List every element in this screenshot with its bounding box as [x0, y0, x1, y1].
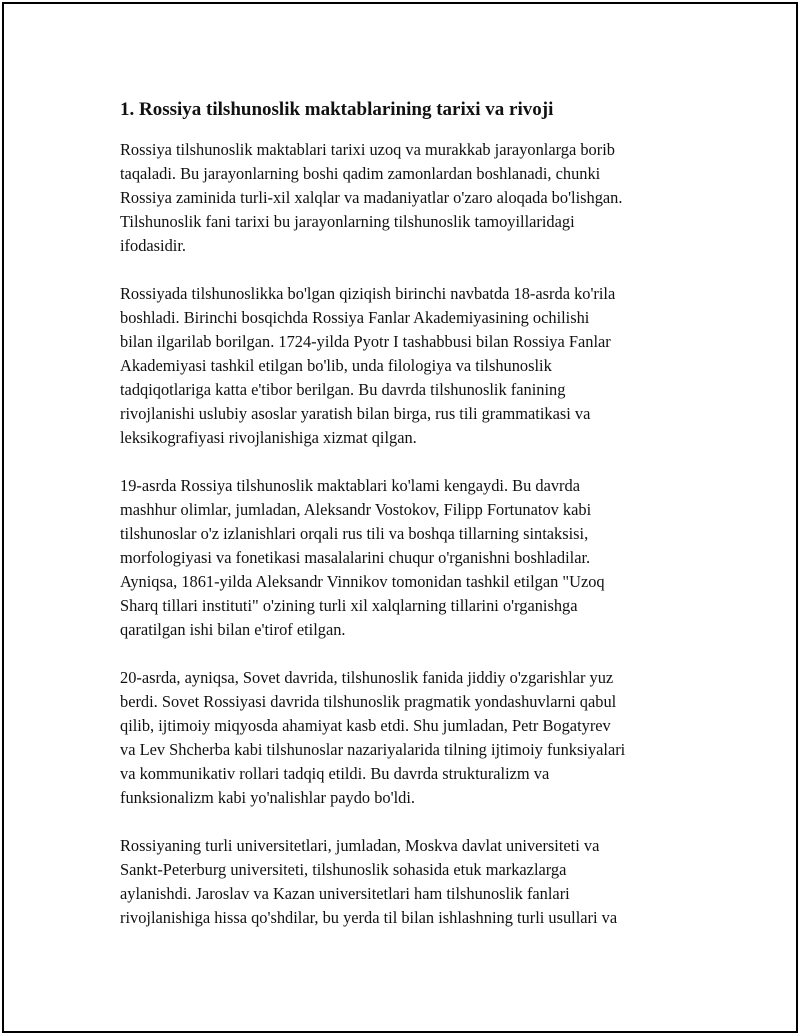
text-line: Rossiya tilshunoslik maktablari tarixi uzoq va murakkab jarayonlarga borib	[120, 140, 615, 159]
text-line: rivojlanishi uslubiy asoslar yaratish bilan birga, rus tili grammatikasi va	[120, 404, 591, 423]
text-line: va Lev Shcherba kabi tilshunoslar nazariyalarida tilning ijtimoiy funksiyalari	[120, 740, 626, 759]
text-line: funksionalizm kabi yo'nalishlar paydo bo'ldi.	[120, 788, 415, 807]
document-content	[120, 96, 700, 954]
text-line: berdi. Sovet Rossiyasi davrida tilshunoslik pragmatik yondashuvlarni qabul	[120, 692, 617, 711]
text-line: Akademiyasi tashkil etilgan bo'lib, unda filologiya va tilshunoslik	[120, 356, 552, 375]
text-line: Sharq tillari instituti" o'zining turli xil xalqlarning tillarini o'rganishga	[120, 596, 578, 615]
text-line: Sankt-Peterburg universiteti, tilshunoslik sohasida etuk markazlarga	[120, 860, 567, 879]
paragraph-3	[120, 474, 700, 642]
document-page	[2, 2, 798, 1033]
text-line: bilan ilgarilab borilgan. 1724-yilda Pyotr I tashabbusi bilan Rossiya Fanlar	[120, 332, 611, 351]
paragraph-1	[120, 138, 700, 258]
text-line: va kommunikativ rollari tadqiq etildi. Bu davrda strukturalizm va	[120, 764, 550, 783]
text-line: qilib, ijtimoiy miqyosda ahamiyat kasb etdi. Shu jumladan, Petr Bogatyrev	[120, 716, 611, 735]
text-line: Rossiya zaminida turli-xil xalqlar va madaniyatlar o'zaro aloqada bo'lishgan.	[120, 188, 623, 207]
text-line: Tilshunoslik fani tarixi bu jarayonlarning tilshunoslik tamoyillaridagi	[120, 212, 575, 231]
paragraph-4	[120, 666, 700, 810]
section-heading: 1. Rossiya tilshunoslik maktablarining tarixi va rivoji	[120, 99, 554, 120]
text-line: Rossiyaning turli universitetlari, jumladan, Moskva davlat universiteti va	[120, 836, 600, 855]
text-line: boshladi. Birinchi bosqichda Rossiya Fanlar Akademiyasining ochilishi	[120, 308, 590, 327]
text-line: qaratilgan ishi bilan e'tirof etilgan.	[120, 620, 346, 639]
paragraph-5	[120, 834, 700, 930]
text-line: taqaladi. Bu jarayonlarning boshi qadim zamonlardan boshlanadi, chunki	[120, 164, 601, 183]
text-line: aylanishdi. Jaroslav va Kazan universitetlari ham tilshunoslik fanlari	[120, 884, 570, 903]
text-line: morfologiyasi va fonetikasi masalalarini chuqur o'rganishni boshladilar.	[120, 548, 591, 567]
paragraph-2	[120, 282, 700, 450]
text-line: ifodasidir.	[120, 236, 187, 255]
text-line: 19-asrda Rossiya tilshunoslik maktablari ko'lami kengaydi. Bu davrda	[120, 476, 580, 495]
text-line: Ayniqsa, 1861-yilda Aleksandr Vinnikov tomonidan tashkil etilgan "Uzoq	[120, 572, 605, 591]
text-line: rivojlanishiga hissa qo'shdilar, bu yerda til bilan ishlashning turli usullari va	[120, 908, 618, 927]
text-line: 20-asrda, ayniqsa, Sovet davrida, tilshunoslik fanida jiddiy o'zgarishlar yuz	[120, 668, 614, 687]
text-line: mashhur olimlar, jumladan, Aleksandr Vostokov, Filipp Fortunatov kabi	[120, 500, 592, 519]
text-line: tilshunoslar o'z izlanishlari orqali rus tili va boshqa tillarning sintaksisi,	[120, 524, 589, 543]
text-line: leksikografiyasi rivojlanishiga xizmat qilgan.	[120, 428, 417, 447]
text-line: tadqiqotlariga katta e'tibor berilgan. Bu davrda tilshunoslik fanining	[120, 380, 566, 399]
text-line: Rossiyada tilshunoslikka bo'lgan qiziqish birinchi navbatda 18-asrda ko'rila	[120, 284, 616, 303]
